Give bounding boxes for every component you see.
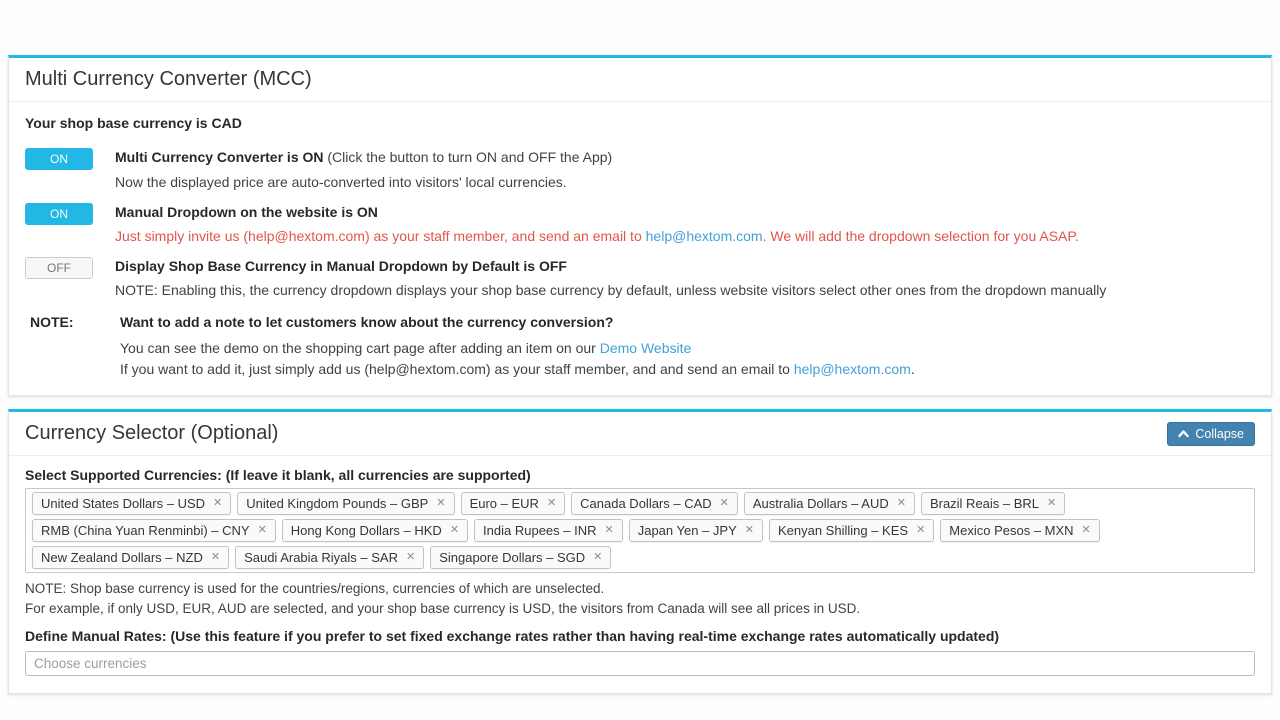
add-note-line: If you want to add it, just simply add us (help@hextom.com) as your staff member, and and send an email to help@hextom.com. — [120, 361, 915, 377]
manual-rates-label: Define Manual Rates: (Use this feature if you prefer to set fixed exchange rates rather than having real-time exchange rates automatically updated) — [25, 628, 1000, 644]
remove-currency-icon[interactable]: ✕ — [546, 497, 557, 509]
remove-currency-icon[interactable]: ✕ — [213, 497, 223, 509]
mcc-panel-body — [9, 102, 1271, 395]
currency-chip-label: United Kingdom Pounds – GBP — [246, 496, 429, 511]
collapse-button[interactable] — [1167, 422, 1255, 446]
base-default-off-toggle-button[interactable]: OFF — [25, 257, 93, 279]
remove-currency-icon[interactable]: ✕ — [719, 497, 729, 509]
currency-chip — [629, 519, 763, 542]
currency-chip-label: Brazil Reais – BRL — [929, 496, 1040, 511]
app-toggle-label: Multi Currency Converter is ON (Click the button to turn ON and OFF the App) — [115, 149, 613, 165]
currency-selector-body — [9, 456, 1271, 693]
help-email-link[interactable]: help@hextom.com — [645, 228, 763, 244]
selector-note — [25, 579, 1255, 619]
currency-chip-label: United States Dollars – USD — [41, 496, 206, 511]
currency-chip-label: Japan Yen – JPY — [637, 523, 737, 538]
currency-chip — [32, 546, 229, 569]
selector-note-line2: For example, if only USD, EUR, AUD are selected, and your shop base currency is USD, the visitors from Canada will see all prices in USD. — [25, 601, 861, 616]
mcc-panel-header — [9, 58, 1271, 102]
currency-chip — [940, 519, 1099, 542]
remove-currency-icon[interactable]: ✕ — [257, 524, 267, 536]
app-on-toggle-button[interactable]: ON — [25, 148, 93, 170]
currency-chip — [235, 546, 424, 569]
remove-currency-icon[interactable]: ✕ — [1081, 524, 1091, 536]
demo-website-link[interactable]: Demo Website — [599, 340, 692, 356]
currency-chip-label: Canada Dollars – CAD — [580, 496, 712, 511]
currency-selector-title: Currency Selector (Optional) — [25, 422, 279, 444]
remove-currency-icon[interactable]: ✕ — [1047, 497, 1057, 509]
app-toggle-description: Now the displayed price are auto-converted into visitors' local currencies. — [115, 174, 567, 190]
base-default-toggle-label: Display Shop Base Currency in Manual Dropdown by Default is OFF — [115, 258, 567, 274]
remove-currency-icon[interactable]: ✕ — [436, 497, 446, 509]
note-label: NOTE: — [30, 314, 74, 330]
supported-currencies-box[interactable] — [25, 488, 1255, 573]
dropdown-toggle-row — [25, 203, 1255, 245]
help-email-link-2[interactable]: help@hextom.com — [793, 361, 911, 377]
dropdown-toggle-label: Manual Dropdown on the website is ON — [115, 204, 378, 220]
currency-chip — [571, 492, 738, 515]
currency-chip — [769, 519, 934, 542]
currency-chip-label: New Zealand Dollars – NZD — [41, 550, 203, 565]
base-default-toggle-row — [25, 257, 1255, 299]
currency-chip-label: Euro – EUR — [469, 496, 539, 511]
currency-chip-label: Australia Dollars – AUD — [752, 496, 889, 511]
choose-currencies-input[interactable] — [25, 651, 1255, 676]
currency-chip-label: Kenyan Shilling – KES — [777, 523, 909, 538]
currency-chip — [921, 492, 1065, 515]
remove-currency-icon[interactable]: ✕ — [916, 524, 926, 536]
base-default-note: NOTE: Enabling this, the currency dropdown displays your shop base currency by default, unless website visitors select other ones from the dropdown manually — [115, 282, 1107, 298]
base-currency-text: Your shop base currency is CAD — [25, 115, 242, 131]
remove-currency-icon[interactable]: ✕ — [449, 524, 460, 536]
currency-chip-label: RMB (China Yuan Renminbi) – CNY — [41, 523, 250, 538]
app-toggle-row — [25, 148, 1255, 191]
currency-chip — [237, 492, 454, 515]
page-title: Multi Currency Converter (MCC) — [25, 68, 312, 90]
currency-chip-label: India Rupees – INR — [483, 523, 597, 538]
customer-note-row — [25, 313, 1255, 378]
remove-currency-icon[interactable]: ✕ — [405, 551, 416, 563]
currency-chip — [430, 546, 611, 569]
currency-chip — [461, 492, 566, 515]
remove-currency-icon[interactable]: ✕ — [744, 524, 754, 536]
currency-chip — [32, 519, 276, 542]
remove-currency-icon[interactable]: ✕ — [896, 497, 906, 509]
remove-currency-icon[interactable]: ✕ — [593, 551, 603, 563]
selector-note-line1: NOTE: Shop base currency is used for the countries/regions, currencies of which are unselected. — [25, 581, 605, 596]
currency-chip-label: Singapore Dollars – SGD — [439, 550, 586, 565]
mcc-panel — [8, 55, 1272, 396]
collapse-button-label: Collapse — [1195, 426, 1244, 441]
remove-currency-icon[interactable]: ✕ — [210, 551, 221, 563]
currency-chip — [282, 519, 468, 542]
demo-line: You can see the demo on the shopping cart page after adding an item on our Demo Website — [120, 340, 692, 356]
currency-chip — [744, 492, 915, 515]
currency-chip — [32, 492, 231, 515]
currency-chip-label: Hong Kong Dollars – HKD — [290, 523, 442, 538]
currency-selector-header — [9, 412, 1271, 456]
chevron-up-icon — [1178, 429, 1189, 438]
dropdown-on-toggle-button[interactable]: ON — [25, 203, 93, 225]
currency-chip-label: Saudi Arabia Riyals – SAR — [244, 550, 398, 565]
dropdown-warning-text: Just simply invite us (help@hextom.com) as your staff member, and send an email to help@hextom.com. We will add the dropdown selection for you ASAP. — [115, 228, 1079, 244]
supported-currencies-label: Select Supported Currencies: (If leave it blank, all currencies are supported) — [25, 467, 531, 483]
customer-note-question: Want to add a note to let customers know about the currency conversion? — [120, 314, 614, 330]
currency-chip — [474, 519, 623, 542]
remove-currency-icon[interactable]: ✕ — [604, 524, 614, 536]
currency-selector-panel — [8, 409, 1272, 694]
currency-chip-label: Mexico Pesos – MXN — [949, 523, 1074, 538]
